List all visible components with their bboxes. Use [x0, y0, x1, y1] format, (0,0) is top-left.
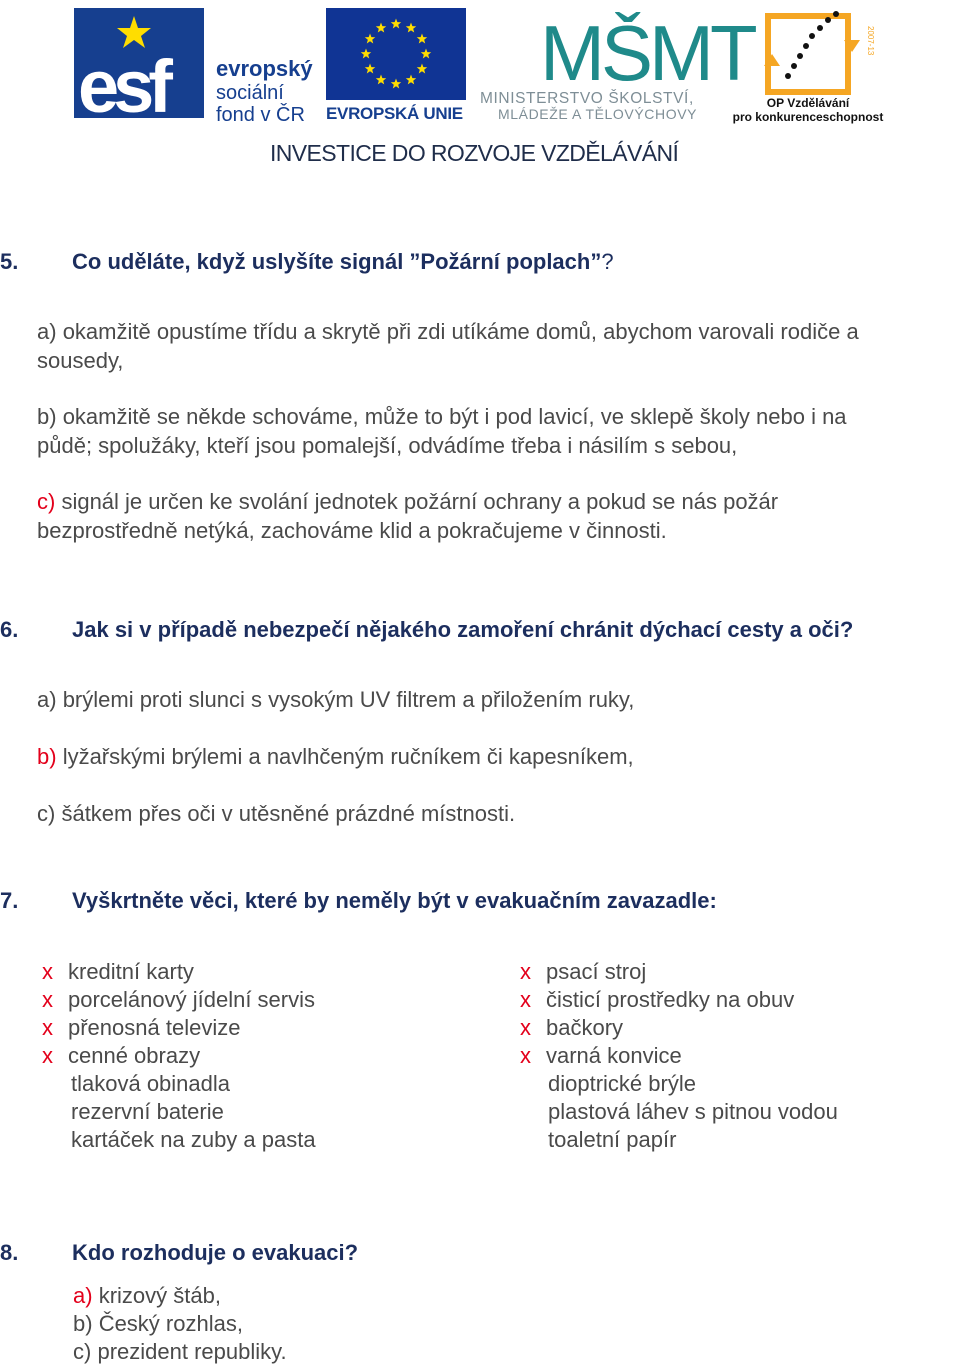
q7-right-item[interactable] — [520, 958, 838, 986]
cross-mark-icon: x — [42, 959, 53, 984]
msmt-logo — [478, 6, 754, 124]
q7-right-item[interactable] — [520, 986, 838, 1014]
q5-answer-b[interactable] — [37, 403, 847, 460]
item-text: plastová láhev s pitnou vodou — [548, 1099, 838, 1124]
esf-mark: esf — [78, 45, 167, 128]
q8-b-text: Český rozhlas, — [98, 1311, 243, 1336]
q7-right-item[interactable] — [520, 1126, 838, 1154]
q7-list-left — [42, 958, 316, 1154]
q7-right-item[interactable] — [520, 1014, 838, 1042]
cross-mark-icon: x — [520, 959, 531, 984]
op-line-2: pro konkurenceschopnost — [732, 110, 884, 124]
cross-mark-icon: x — [520, 1015, 531, 1040]
cross-mark-icon: x — [42, 1043, 53, 1068]
item-text: dioptrické brýle — [548, 1071, 696, 1096]
q6-c-text: šátkem přes oči v utěsněné prázdné místnosti. — [61, 801, 516, 826]
q5-b-line2: půdě; spolužáky, kteří jsou pomalejší, odvádíme třeba i násilím s sebou, — [37, 432, 738, 458]
q7-question: Vyškrtněte věci, které by neměly být v evakuačním zavazadle: — [72, 888, 717, 913]
q5-number: 5. — [0, 249, 19, 274]
item-text: přenosná televize — [68, 1015, 241, 1040]
q5-question-mark: ? — [601, 249, 614, 274]
investice-heading: INVESTICE DO ROZVOJE VZDĚLÁVÁNÍ — [270, 140, 679, 166]
item-text: rezervní baterie — [71, 1099, 224, 1124]
q7-right-item[interactable] — [520, 1042, 838, 1070]
op-graphic-icon — [728, 6, 888, 98]
cross-mark-icon: x — [520, 987, 531, 1012]
item-text: kartáček na zuby a pasta — [71, 1127, 316, 1152]
q7-left-item[interactable] — [42, 1070, 316, 1098]
q6-a-text: brýlemi proti slunci s vysokým UV filtrem a přiložením ruky, — [62, 687, 635, 712]
eu-logo — [326, 8, 466, 124]
q7-left-item[interactable] — [42, 1126, 316, 1154]
q6-number: 6. — [0, 617, 19, 642]
q5-a-letter: a) — [37, 319, 57, 344]
cross-mark-icon: x — [42, 1015, 53, 1040]
item-text: varná konvice — [546, 1043, 682, 1068]
item-text: tlaková obinadla — [71, 1071, 231, 1096]
q6-answer-b[interactable] — [37, 743, 634, 772]
q8-answer-b[interactable] — [73, 1310, 243, 1339]
q5-a-line1: okamžitě opustíme třídu a skrytě při zdi utíkáme domů, abychom varovali rodiče a — [62, 319, 859, 344]
item-text: porcelánový jídelní servis — [68, 987, 316, 1012]
q8-a-text: krizový štáb, — [98, 1283, 221, 1308]
q5-c-line2: bezprostředně netýká, zachováme klid a pokračujeme v činnosti. — [37, 517, 667, 543]
q8-question: Kdo rozhoduje o evakuaci? — [72, 1240, 359, 1265]
q8-answer-a[interactable] — [73, 1282, 221, 1311]
msmt-line-1: MINISTERSTVO ŠKOLSTVÍ, — [480, 90, 694, 107]
msmt-mark-graphic — [478, 6, 754, 97]
q5-b-line1: okamžitě se někde schováme, může to být i pod lavicí, ve sklepě školy nebo i na — [62, 404, 847, 429]
q7-left-item[interactable] — [42, 1014, 316, 1042]
cross-mark-icon: x — [42, 987, 53, 1012]
q6-question: Jak si v případě nebezpečí nějakého zamoření chránit dýchací cesty a oči? — [72, 617, 854, 642]
eu-flag-icon — [326, 8, 466, 100]
item-text: toaletní papír — [548, 1127, 677, 1152]
q6-b-letter: b) — [37, 744, 57, 769]
q7-left-item[interactable] — [42, 1042, 316, 1070]
q6-c-letter: c) — [37, 801, 56, 826]
item-text: cenné obrazy — [68, 1043, 201, 1068]
q7-left-item[interactable] — [42, 986, 316, 1014]
cross-mark-icon: x — [520, 1043, 531, 1068]
q6-b-text: lyžařskými brýlemi a navlhčeným ručníkem či kapesníkem, — [62, 744, 634, 769]
q8-c-letter: c) — [73, 1339, 92, 1364]
q6-a-letter: a) — [37, 687, 57, 712]
op-logo — [728, 6, 888, 124]
esf-line-3: fond v ČR — [216, 104, 305, 126]
item-text: čisticí prostředky na obuv — [546, 987, 795, 1012]
q7-left-item[interactable] — [42, 1098, 316, 1126]
q7-left-item[interactable] — [42, 958, 316, 986]
q5-b-letter: b) — [37, 404, 57, 429]
q5-c-line1: signál je určen ke svolání jednotek požární ochrany a pokud se nás požár — [61, 489, 779, 514]
q5-answer-a[interactable] — [37, 318, 859, 375]
q7-right-item[interactable] — [520, 1098, 838, 1126]
q8-c-text: prezident republiky. — [97, 1339, 287, 1364]
q5-question-text: Co uděláte, když uslyšíte signál ”Požární poplach” — [72, 249, 602, 274]
op-years: 2007-13 — [866, 26, 875, 56]
q5-question — [72, 249, 614, 275]
q5-answer-c[interactable] — [37, 488, 778, 545]
esf-logo — [74, 8, 314, 128]
q6-answer-c[interactable] — [37, 800, 515, 829]
q7-number: 7. — [0, 888, 19, 913]
q8-number: 8. — [0, 1240, 19, 1265]
q5-c-letter: c) — [37, 489, 56, 514]
esf-line-1: evropský — [216, 56, 313, 81]
q8-b-letter: b) — [73, 1311, 93, 1336]
q7-list-right — [520, 958, 838, 1154]
q8-a-letter: a) — [73, 1283, 93, 1308]
msmt-line-2: MLÁDEŽE A TĚLOVÝCHOVY — [498, 106, 698, 122]
q6-answer-a[interactable] — [37, 686, 634, 715]
op-line-1: OP Vzdělávání — [766, 96, 850, 110]
eu-label: EVROPSKÁ UNIE — [326, 104, 463, 123]
item-text: kreditní karty — [68, 959, 194, 984]
esf-line-2: sociální — [216, 82, 284, 104]
msmt-mark: MŠMT — [540, 9, 754, 97]
q5-a-line2: sousedy, — [37, 347, 124, 373]
q7-right-item[interactable] — [520, 1070, 838, 1098]
item-text: bačkory — [546, 1015, 624, 1040]
q8-answer-c[interactable] — [73, 1338, 287, 1367]
item-text: psací stroj — [546, 959, 647, 984]
